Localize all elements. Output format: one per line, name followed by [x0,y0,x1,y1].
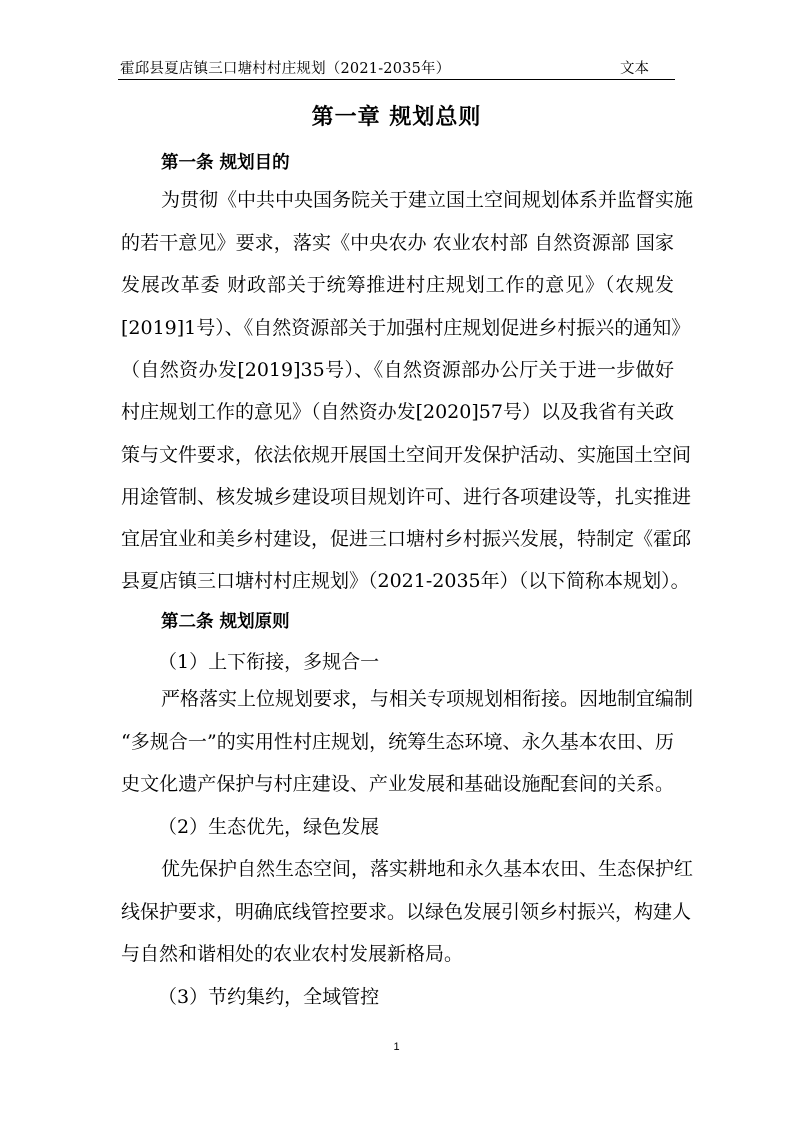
paragraph-line: 的若干意见》要求，落实《中央农办 农业农村部 自然资源部 国家 [121,232,674,254]
principle-title: （1）上下衔接，多规合一 [158,651,380,673]
page-number: 1 [393,1041,400,1053]
paragraph-line: 严格落实上位规划要求，与相关专项规划相衔接。因地制宜编制 [161,688,694,710]
principle-title: （2）生态优先，绿色发展 [158,816,380,838]
paragraph-line: 策与文件要求，依法依规开展国土空间开发保护活动、实施国土空间 [121,444,692,466]
paragraph-line: 发展改革委 财政部关于统筹推进村庄规划工作的意见》（农规发 [121,274,674,296]
paragraph-line: 优先保护自然生态空间，落实耕地和永久基本农田、生态保护红 [161,858,694,880]
document-type-label: 文本 [620,61,649,77]
header-divider [118,79,675,80]
paragraph-line: 为贯彻《中共中央国务院关于建立国土空间规划体系并监督实施 [161,189,694,211]
paragraph-line: 史文化遗产保护与村庄建设、产业发展和基础设施配套间的关系。 [121,773,674,795]
paragraph-line: 与自然和谐相处的农业农村发展新格局。 [121,943,464,965]
paragraph-line: 线保护要求，明确底线管控要求。以绿色发展引领乡村振兴，构建人 [121,901,692,923]
paragraph-line: （自然资办发[2019]35号）、《自然资源部办公厅关于进一步做好 [121,359,674,381]
paragraph-line: 用途管制、核发城乡建设项目规划许可、进行各项建设等，扎实推进 [121,486,692,508]
chapter-title: 第一章 规划总则 [311,105,482,130]
paragraph-line: 宜居宜业和美乡村建设，促进三口塘村乡村振兴发展，特制定《霍邱 [121,528,692,550]
paragraph-line: [2019]1号）、《自然资源部关于加强村庄规划促进乡村振兴的通知》 [121,317,691,339]
paragraph-line: 县夏店镇三口塘村村庄规划》（2021-2035年）（以下简称本规划）。 [121,570,690,592]
paragraph-line: 村庄规划工作的意见》（自然资办发[2020]57号）以及我省有关政 [121,401,674,423]
article-heading-principles: 第二条 规划原则 [161,612,290,632]
principle-title: （3）节约集约，全域管控 [158,986,380,1008]
paragraph-line: “多规合一”的实用性村庄规划，统筹生态环境、永久基本农田、历 [121,731,674,753]
article-heading-purpose: 第一条 规划目的 [161,153,290,173]
document-title: 霍邱县夏店镇三口塘村村庄规划（2021-2035年） [120,61,451,77]
